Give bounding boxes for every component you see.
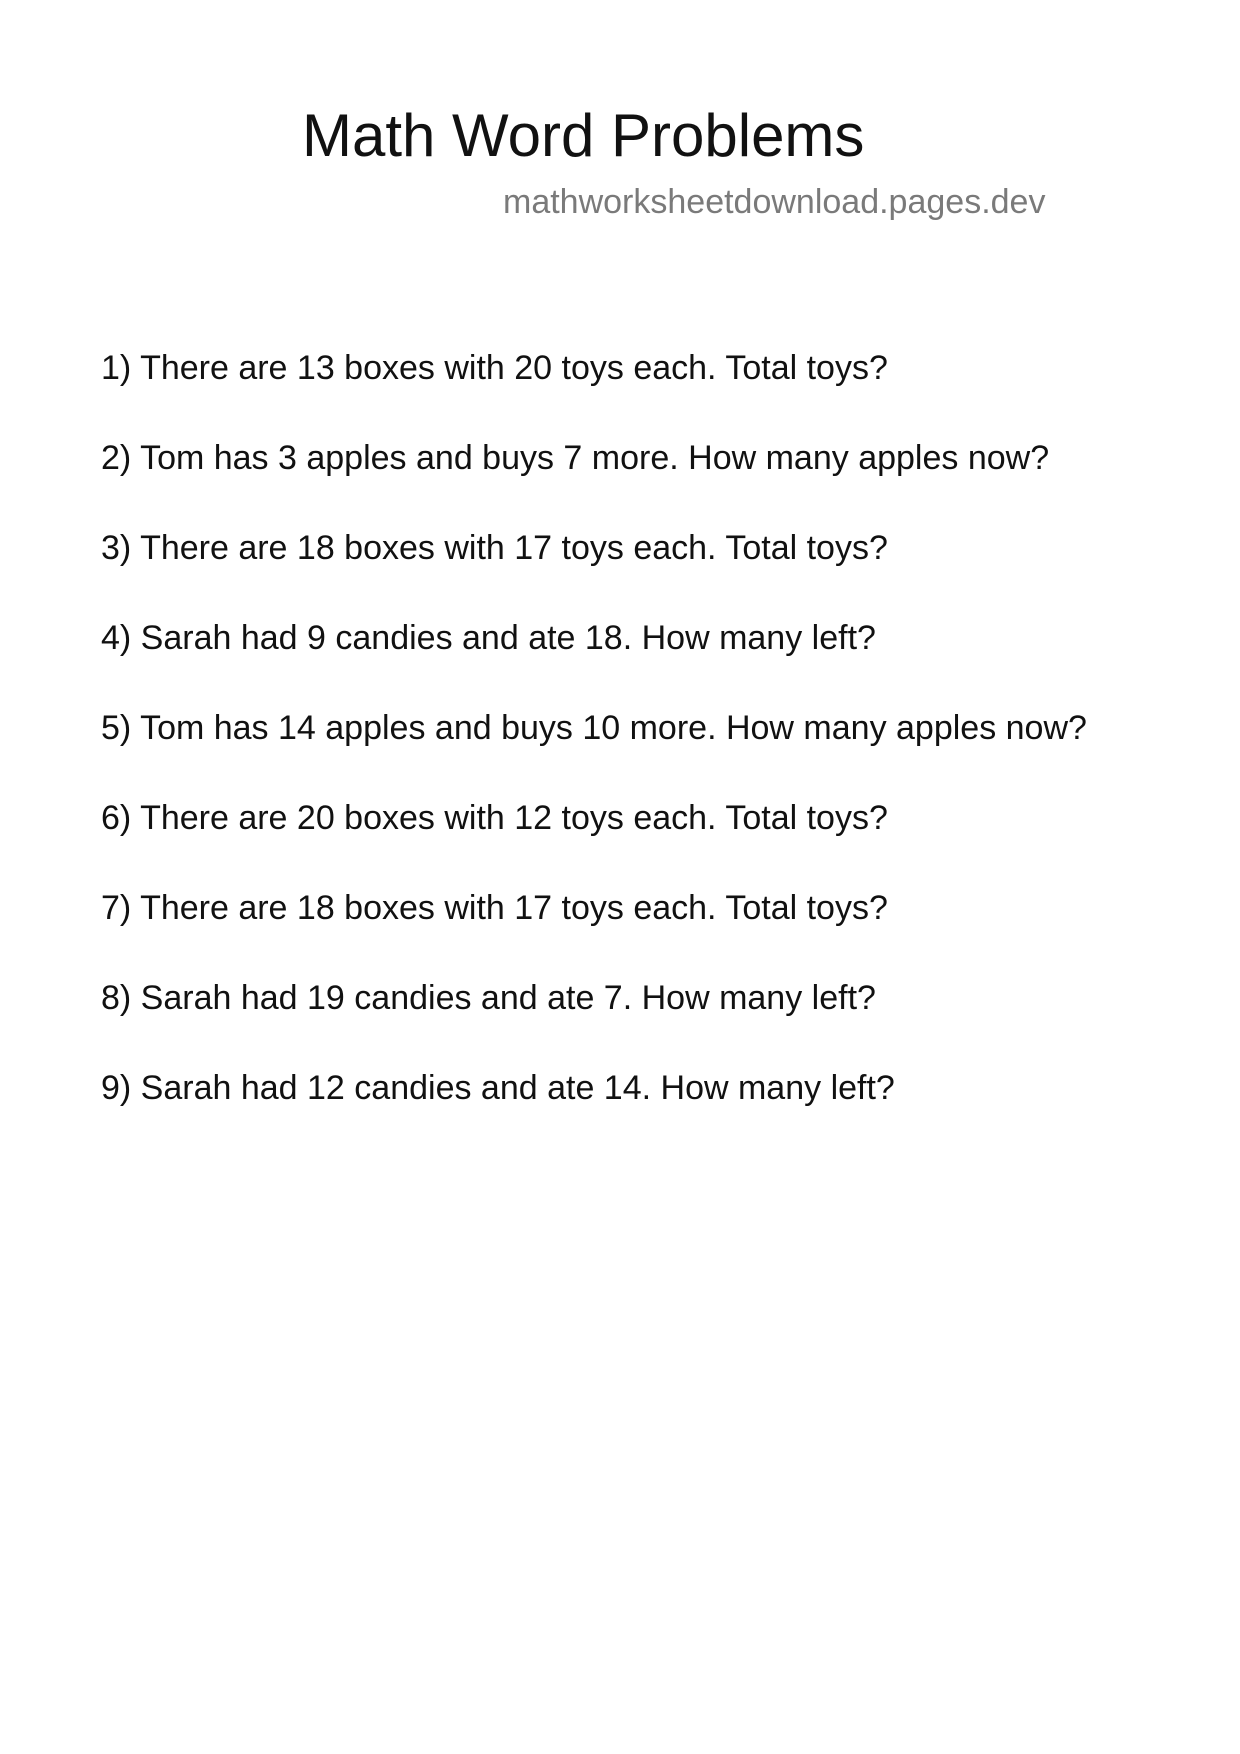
page-title: Math Word Problems [302, 102, 865, 169]
problem-item: 1) There are 13 boxes with 20 toys each. Total toys? [101, 349, 888, 387]
problem-item: 3) There are 18 boxes with 17 toys each. Total toys? [101, 529, 888, 567]
problem-item: 7) There are 18 boxes with 17 toys each. Total toys? [101, 889, 888, 927]
problem-list [101, 348, 1087, 1158]
problem-item: 4) Sarah had 9 candies and ate 18. How many left? [101, 619, 876, 657]
problem-item: 5) Tom has 14 apples and buys 10 more. How many apples now? [101, 709, 1087, 747]
problem-item: 9) Sarah had 12 candies and ate 14. How many left? [101, 1069, 895, 1107]
problem-item: 2) Tom has 3 apples and buys 7 more. How many apples now? [101, 439, 1050, 477]
source-url: mathworksheetdownload.pages.dev [503, 183, 1046, 221]
problem-item: 8) Sarah had 19 candies and ate 7. How many left? [101, 979, 876, 1017]
problem-item: 6) There are 20 boxes with 12 toys each. Total toys? [101, 799, 888, 837]
